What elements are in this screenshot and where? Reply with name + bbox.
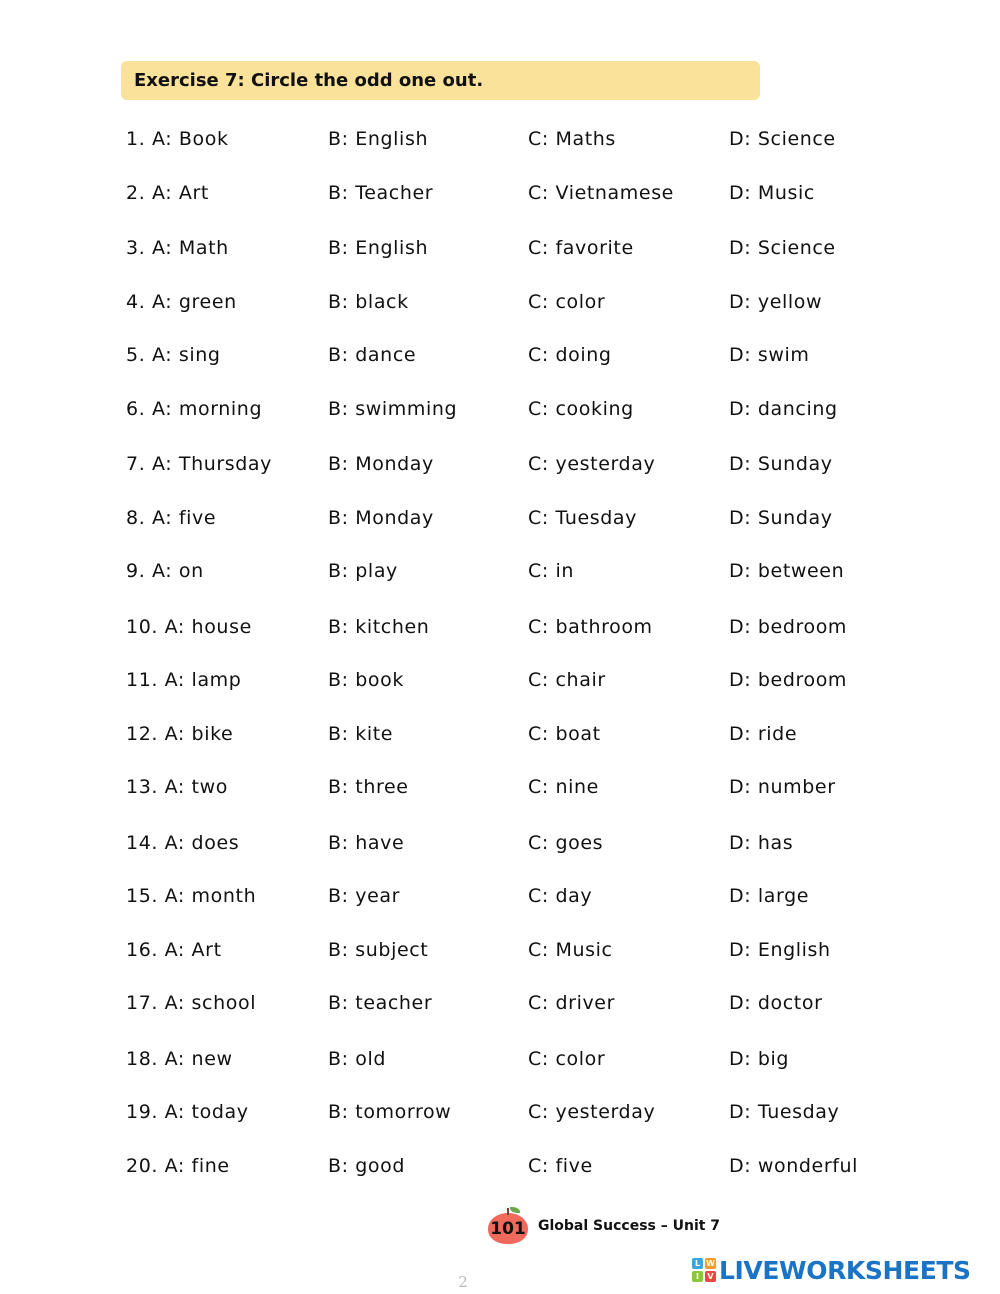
- option-a[interactable]: 5. A: sing: [126, 344, 221, 366]
- question-row: [126, 719, 886, 749]
- option-b[interactable]: B: three: [328, 776, 409, 798]
- option-d[interactable]: D: English: [729, 939, 831, 961]
- option-a[interactable]: 9. A: on: [126, 560, 204, 582]
- page-number: 2: [458, 1273, 468, 1291]
- option-d[interactable]: D: large: [729, 885, 810, 907]
- option-a[interactable]: 14. A: does: [126, 832, 240, 854]
- option-d[interactable]: D: Music: [729, 182, 815, 204]
- option-b[interactable]: B: swimming: [328, 398, 458, 420]
- option-d[interactable]: D: dancing: [729, 398, 838, 420]
- option-c[interactable]: C: Music: [528, 939, 613, 961]
- option-a[interactable]: 17. A: school: [126, 992, 257, 1014]
- option-d[interactable]: D: has: [729, 832, 794, 854]
- option-b[interactable]: B: Teacher: [328, 182, 434, 204]
- option-b[interactable]: B: tomorrow: [328, 1101, 452, 1123]
- option-d[interactable]: D: big: [729, 1048, 790, 1070]
- option-a[interactable]: 13. A: two: [126, 776, 228, 798]
- question-row: [126, 665, 886, 695]
- option-a[interactable]: 20. A: fine: [126, 1155, 230, 1177]
- question-row: [126, 287, 886, 317]
- option-c[interactable]: C: in: [528, 560, 575, 582]
- option-c[interactable]: C: nine: [528, 776, 599, 798]
- option-a[interactable]: 3. A: Math: [126, 237, 229, 259]
- option-c[interactable]: C: day: [528, 885, 593, 907]
- option-d[interactable]: D: bedroom: [729, 616, 848, 638]
- question-row: [126, 612, 886, 642]
- option-a[interactable]: 7. A: Thursday: [126, 453, 273, 475]
- option-c[interactable]: C: chair: [528, 669, 606, 691]
- option-d[interactable]: D: ride: [729, 723, 798, 745]
- question-row: [126, 881, 886, 911]
- option-b[interactable]: B: book: [328, 669, 404, 691]
- footer-title: Global Success – Unit 7: [538, 1218, 721, 1234]
- apple-logo-icon: [486, 1207, 530, 1245]
- option-b[interactable]: B: kitchen: [328, 616, 430, 638]
- exercise-title: Exercise 7: Circle the odd one out.: [121, 61, 760, 100]
- option-a[interactable]: 4. A: green: [126, 291, 237, 313]
- option-d[interactable]: D: Science: [729, 237, 836, 259]
- option-d[interactable]: D: Sunday: [729, 507, 833, 529]
- question-row: [126, 124, 886, 154]
- option-b[interactable]: B: have: [328, 832, 405, 854]
- option-d[interactable]: D: swim: [729, 344, 810, 366]
- question-row: [126, 340, 886, 370]
- option-b[interactable]: B: subject: [328, 939, 429, 961]
- question-row: [126, 503, 886, 533]
- liveworksheets-logo[interactable]: [692, 1256, 971, 1284]
- option-d[interactable]: D: doctor: [729, 992, 823, 1014]
- option-a[interactable]: 18. A: new: [126, 1048, 233, 1070]
- question-row: [126, 772, 886, 802]
- option-d[interactable]: D: bedroom: [729, 669, 848, 691]
- question-row: [126, 1151, 886, 1181]
- option-d[interactable]: D: yellow: [729, 291, 823, 313]
- option-b[interactable]: B: English: [328, 237, 429, 259]
- option-c[interactable]: C: favorite: [528, 237, 634, 259]
- option-b[interactable]: B: dance: [328, 344, 417, 366]
- option-d[interactable]: D: Sunday: [729, 453, 833, 475]
- option-b[interactable]: B: English: [328, 128, 429, 150]
- option-a[interactable]: 19. A: today: [126, 1101, 249, 1123]
- option-c[interactable]: C: five: [528, 1155, 593, 1177]
- option-c[interactable]: C: goes: [528, 832, 604, 854]
- option-a[interactable]: 11. A: lamp: [126, 669, 242, 691]
- option-b[interactable]: B: kite: [328, 723, 394, 745]
- option-b[interactable]: B: teacher: [328, 992, 433, 1014]
- option-c[interactable]: C: Tuesday: [528, 507, 638, 529]
- option-c[interactable]: C: cooking: [528, 398, 634, 420]
- option-a[interactable]: 6. A: morning: [126, 398, 263, 420]
- option-d[interactable]: D: Science: [729, 128, 836, 150]
- option-d[interactable]: D: number: [729, 776, 836, 798]
- option-d[interactable]: D: Tuesday: [729, 1101, 840, 1123]
- option-a[interactable]: 10. A: house: [126, 616, 252, 638]
- option-c[interactable]: C: driver: [528, 992, 616, 1014]
- option-c[interactable]: C: doing: [528, 344, 612, 366]
- option-b[interactable]: B: black: [328, 291, 409, 313]
- question-row: [126, 449, 886, 479]
- option-b[interactable]: B: Monday: [328, 507, 434, 529]
- question-row: [126, 988, 886, 1018]
- option-b[interactable]: B: play: [328, 560, 398, 582]
- option-c[interactable]: C: Maths: [528, 128, 616, 150]
- option-b[interactable]: B: Monday: [328, 453, 434, 475]
- option-c[interactable]: C: bathroom: [528, 616, 653, 638]
- question-row: [126, 828, 886, 858]
- question-row: [126, 1044, 886, 1074]
- option-a[interactable]: 16. A: Art: [126, 939, 222, 961]
- question-row: [126, 1097, 886, 1127]
- option-c[interactable]: C: yesterday: [528, 1101, 656, 1123]
- question-row: [126, 178, 886, 208]
- option-c[interactable]: C: color: [528, 1048, 606, 1070]
- option-d[interactable]: D: wonderful: [729, 1155, 859, 1177]
- option-a[interactable]: 1. A: Book: [126, 128, 229, 150]
- option-b[interactable]: B: old: [328, 1048, 387, 1070]
- option-c[interactable]: C: yesterday: [528, 453, 656, 475]
- footer-brand: [486, 1206, 720, 1246]
- option-c[interactable]: C: color: [528, 291, 606, 313]
- question-row: [126, 935, 886, 965]
- question-row: [126, 556, 886, 586]
- liveworksheets-logo-icon: L W I V: [692, 1258, 716, 1282]
- option-b[interactable]: B: good: [328, 1155, 406, 1177]
- liveworksheets-wordmark: LIVEWORKSHEETS: [719, 1255, 971, 1285]
- logo-number: 101: [490, 1219, 526, 1239]
- option-a[interactable]: 2. A: Art: [126, 182, 209, 204]
- option-d[interactable]: D: between: [729, 560, 845, 582]
- option-a[interactable]: 15. A: month: [126, 885, 257, 907]
- option-b[interactable]: B: year: [328, 885, 401, 907]
- option-c[interactable]: C: Vietnamese: [528, 182, 674, 204]
- question-row: [126, 394, 886, 424]
- option-c[interactable]: C: boat: [528, 723, 601, 745]
- question-row: [126, 233, 886, 263]
- option-a[interactable]: 12. A: bike: [126, 723, 234, 745]
- option-a[interactable]: 8. A: five: [126, 507, 217, 529]
